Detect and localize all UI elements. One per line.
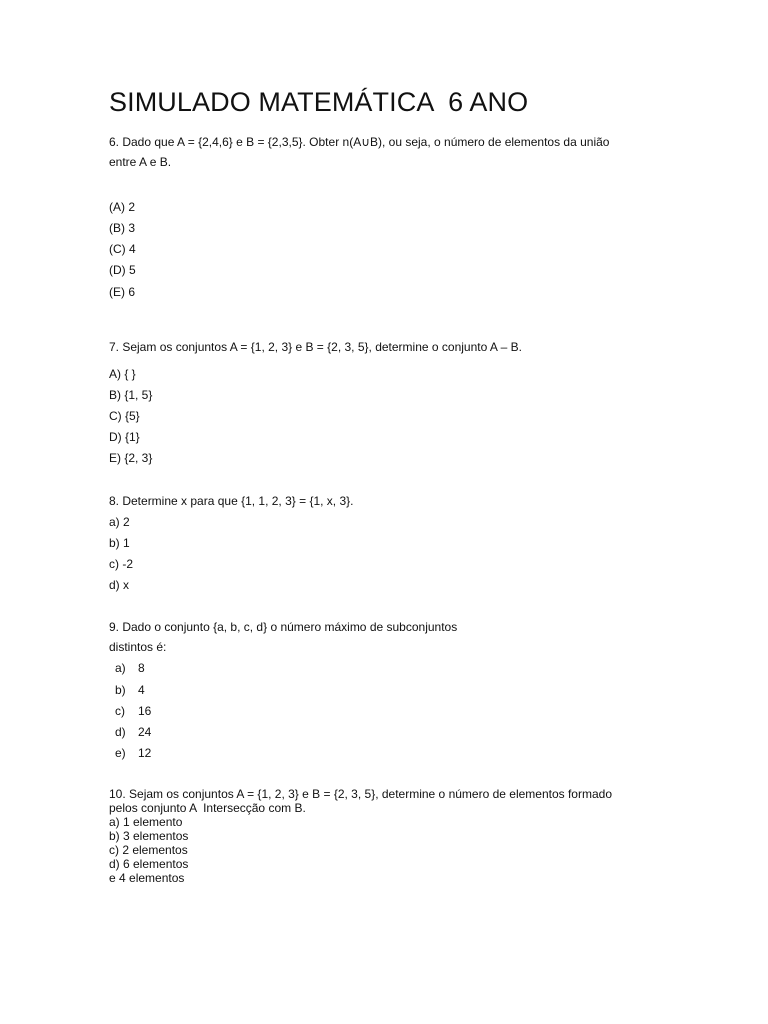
question-6-stem-line-2: entre A e B. [109, 155, 172, 169]
question-8-option-a: a) 2 [109, 515, 130, 529]
question-10-option-c: c) 2 elementos [109, 843, 188, 857]
question-7-option-c: C) {5} [109, 409, 140, 423]
question-7-option-e: E) {2, 3} [109, 451, 153, 465]
question-9-stem-line-2: distintos é: [109, 640, 167, 654]
question-10-option-e: e 4 elementos [109, 871, 185, 885]
question-9-option-c-letter: c) [115, 704, 125, 718]
question-6-option-d: (D) 5 [109, 263, 136, 277]
question-9-option-a-text: 8 [138, 661, 145, 675]
document-title: SIMULADO MATEMÁTICA 6 ANO [109, 87, 529, 117]
question-9-option-b-text: 4 [138, 683, 145, 697]
question-6-option-e: (E) 6 [109, 285, 136, 299]
question-9-option-d-text: 24 [138, 725, 152, 739]
question-10-option-b: b) 3 elementos [109, 829, 189, 843]
question-8-option-d: d) x [109, 578, 130, 592]
question-7-stem: 7. Sejam os conjuntos A = {1, 2, 3} e B = {2, 3, 5}, determine o conjunto A – B. [109, 340, 522, 354]
question-9-stem-line-1: 9. Dado o conjunto {a, b, c, d} o número máximo de subconjuntos [109, 620, 458, 634]
question-6-option-c: (C) 4 [109, 242, 136, 256]
question-9-option-e-text: 12 [138, 746, 152, 760]
question-10-option-d: d) 6 elementos [109, 857, 189, 871]
question-9-option-d-letter: d) [115, 725, 126, 739]
question-9-option-e-letter: e) [115, 746, 126, 760]
question-9-option-b-letter: b) [115, 683, 126, 697]
question-9-option-c-text: 16 [138, 704, 152, 718]
question-10-stem-line-1: 10. Sejam os conjuntos A = {1, 2, 3} e B = {2, 3, 5}, determine o número de elementos formado [109, 787, 612, 801]
question-6-option-a: (A) 2 [109, 200, 136, 214]
question-6-stem-line-1: 6. Dado que A = {2,4,6} e B = {2,3,5}. Obter n(A∪B), ou seja, o número de elementos da união [109, 135, 610, 149]
question-9-option-a-letter: a) [115, 661, 126, 675]
question-6-option-b: (B) 3 [109, 221, 136, 235]
question-8-stem: 8. Determine x para que {1, 1, 2, 3} = {1, x, 3}. [109, 494, 354, 508]
question-8-option-b: b) 1 [109, 536, 130, 550]
question-10-option-a: a) 1 elemento [109, 815, 183, 829]
question-10-stem-line-2: pelos conjunto A Intersecção com B. [109, 801, 306, 815]
question-7-option-b: B) {1, 5} [109, 388, 153, 402]
question-7-option-d: D) {1} [109, 430, 140, 444]
question-7-option-a: A) { } [109, 367, 136, 381]
question-8-option-c: c) -2 [109, 557, 133, 571]
